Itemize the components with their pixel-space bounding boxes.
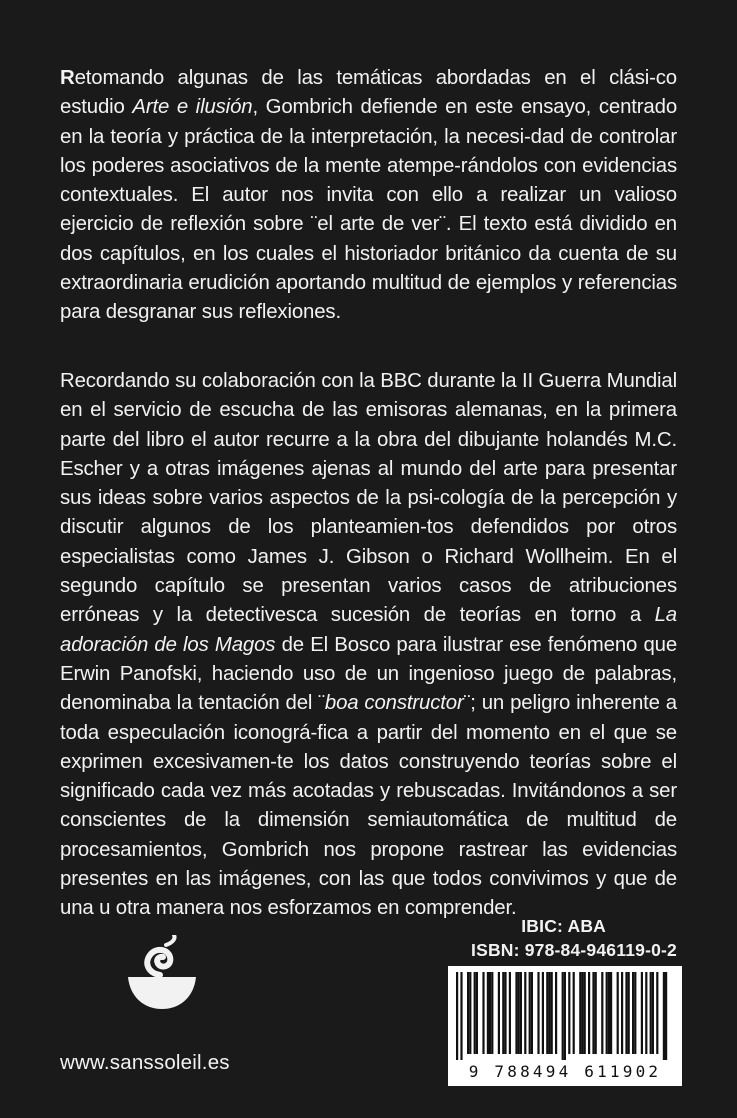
barcode-bar [595,972,597,1054]
barcode-bar [460,972,462,1060]
barcode-bar [502,972,504,1054]
barcode-bar [656,972,658,1054]
barcode-bar [537,972,539,1054]
barcode-bar [531,972,533,1054]
term-italic: boa constructor [324,692,464,715]
barcode-bar [625,972,627,1054]
isbn-code: ISBN: 978-84-946119-0-2 [471,940,677,960]
barcode-bar [487,972,489,1054]
publisher-website: www.sanssoleil.es [60,1051,230,1074]
barcode-bar [641,972,643,1054]
isbn-barcode [448,966,682,1086]
barcode-bar [584,972,586,1054]
barcode-bar [498,972,500,1054]
synopsis-paragraph-1 [60,64,677,328]
barcode-bar [564,972,566,1060]
barcode-bar [663,972,665,1060]
barcode-bar [652,972,654,1054]
book-title-italic: Arte e ilusión [132,96,253,119]
text-span: de El Bosco para ilustrar ese fenómeno que Erwin Panofski, haciendo uso de un ingenioso juego de palabras, denominaba la tentación del ¨ [60,633,678,715]
barcode-bar [588,972,590,1054]
barcode-bar [579,972,581,1054]
barcode-bar [518,972,520,1054]
barcode-bar [524,972,526,1054]
barcode-bar [551,972,553,1054]
barcode-bar [491,972,493,1054]
text-span: etomando algunas de las temáticas abordadas en el clási-co estudio [60,67,677,119]
barcode-bar [592,972,594,1054]
barcode-bar [562,972,564,1060]
barcode-bar [573,972,575,1054]
barcode-bar [469,972,471,1054]
barcode-bar [482,972,484,1054]
text-span: , Gombrich defiende en este ensayo, centrado en la teoría y práctica de la interpretación, la necesi-dad de controlar los poderes asociativos de la mente atempe-rándolos con evidencias contextuales. El autor nos invita con ello a realizar un valioso ejercicio de reflexión sobre ¨el arte de ver¨. El texto está dividido en dos capítulos, en los cuales el historiador británico da cuenta de su extraordinaria erudición aportando multitud de ejemplos y referencias para desgranar sus reflexiones. [60,96,678,324]
barcode-bar [634,972,636,1054]
ibic-code: IBIC: ABA [521,916,606,936]
barcode-bar [645,972,647,1054]
barcode-bar [548,972,550,1054]
barcode-bar [601,972,603,1054]
barcode-bar [568,972,570,1054]
barcode-bar [546,972,548,1054]
barcode-bar [608,972,610,1054]
barcode-bar [476,972,478,1054]
barcode-digits: 9 788494 611902 [468,1062,662,1081]
barcode-bar [581,972,583,1054]
barcode-bar [456,972,458,1060]
barcode-bar [542,972,544,1054]
barcode-bar [474,972,476,1054]
barcode-bar [489,972,491,1054]
barcode-bar [610,972,612,1054]
barcode-bar [628,972,630,1054]
barcode-bar [467,972,469,1054]
barcode-bar [665,972,667,1060]
barcode-bar [555,972,557,1054]
artwork-title-italic: La adoración de los Magos [60,604,677,656]
barcode-bar [515,972,517,1054]
text-span: Recordando su colaboración con la BBC durante la II Guerra Mundial en el servicio de escucha de las emisoras alemanas, en la primera parte del libro el autor recurre a la obra del dibujante holandés M.C. Escher y a otras imágenes ajenas al mundo del arte para presentar sus ideas sobre varios aspectos de la psi-cología de la percepción y discutir algunos de los planteamien-tos defendidos por otros especialistas como James J. Gibson o Richard Wollheim. En el segundo capítulo se presentan varios casos de atribuciones erróneas y la detectivesca sucesión de teorías en torno a [60,370,677,627]
barcode-bar [606,972,608,1054]
barcode-bar [504,972,506,1054]
synopsis-paragraph-2 [60,367,677,924]
barcode-bars [454,972,676,1060]
barcode-bar [632,972,634,1054]
barcode-bar [617,972,619,1054]
barcode-bar [529,972,531,1054]
bowl-with-swirl-icon [126,935,198,1013]
barcode-bar [509,972,511,1054]
barcode-bar [650,972,652,1054]
drop-cap: R [60,67,75,89]
text-span: ¨; un peligro inherente a toda especulación iconográ-fica a partir del momento en el que se exprimen excesivamen-te los datos construyendo teorías sobre el significado cada vez más acotadas y rebuscadas. Invitándonos a ser conscientes de la dimensión semiautomática de multitud de procesamientos, Gombrich nos propone rastrear las evidencias presentes en las imágenes, con las que todos convivimos y que de una u otra manera nos esforzamos en comprender. [60,692,677,920]
barcode-bar [621,972,623,1054]
barcode-bar [520,972,522,1054]
